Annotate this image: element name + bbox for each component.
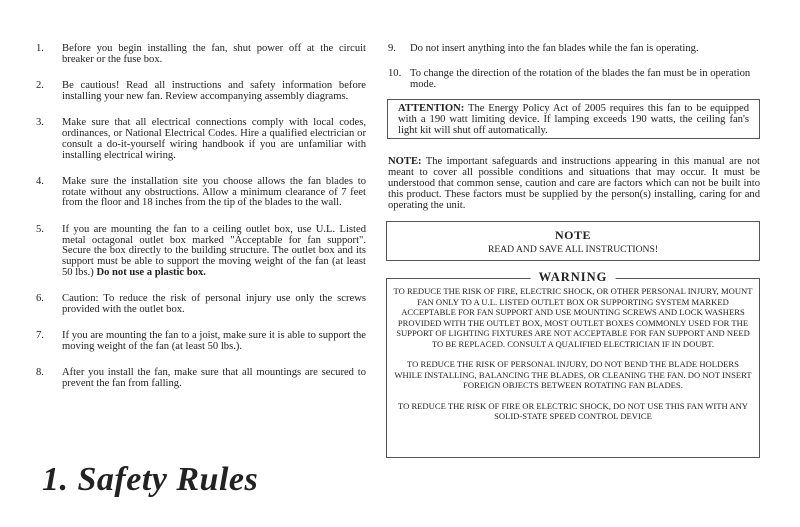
attention-label: ATTENTION: — [398, 103, 465, 114]
warning-paragraph-3: TO REDUCE THE RISK OF FIRE OR ELECTRIC SHOCK, DO NOT USE THIS FAN WITH ANY SOLID-STATE SPEED CONTROL DEVICE — [398, 400, 748, 421]
safety-item-9: 9. Do not insert anything into the fan blades while the fan is operating. — [388, 43, 699, 54]
note-label: NOTE: — [388, 156, 422, 167]
safety-item-3: 3. Make sure that all electrical connections comply with local codes, ordinances, or National Electrical Codes. Hire a qualified electrician or consult a do-it-yourself wiring handbook if you are unfamiliar with installing electrical wiring. — [36, 117, 366, 161]
safety-item-2: 2. Be cautious! Read all instructions and safety information before installing your new fan. Review accompanying assembly diagrams. — [36, 80, 366, 102]
note-paragraph — [388, 156, 760, 211]
attention-text: The Energy Policy Act of 2005 requires this fan to be equipped with a 190 watt limiting device. If lamping exceeds 190 watts, the ceiling fan's light kit will shut off automatically. — [398, 103, 749, 136]
warning-title: WARNING — [531, 270, 616, 285]
item-5-text: If you are mounting the fan to a ceiling outlet box, use U.L. Listed metal octagonal outlet box marked "Acceptable for fan support". Secure the box directly to the building structure. The outlet box and its support must be able to support the moving weight of the fan (at least 50 lbs.) — [62, 223, 366, 278]
item-5-bold: Do not use a plastic box. — [96, 266, 206, 278]
safety-item-10: 10. To change the direction of the rotation of the blades the fan must be in operation mode. — [388, 67, 751, 90]
attention-box — [387, 99, 760, 139]
safety-item-7: 7. If you are mounting the fan to a joist, make sure it is able to support the moving weight of the fan (at least 50 lbs.). — [36, 330, 366, 353]
safety-item-5: 5. If you are mounting the fan to a ceiling outlet box, use U.L. Listed metal octagonal outlet box marked "Acceptable for fan support". Secure the box directly to the building structure. The outlet box and its support must be able to support the moving weight of the fan (at least 50 lbs.) Do not use a plastic box. — [36, 223, 366, 278]
section-title: 1. Safety Rules — [42, 461, 259, 498]
safety-item-1: 1. Before you begin installing the fan, shut power off at the circuit breaker or the fuse box. — [36, 43, 366, 65]
warning-paragraph-1: TO REDUCE THE RISK OF FIRE, ELECTRIC SHOCK, OR OTHER PERSONAL INJURY, MOUNT FAN ONLY TO A U.L. LISTED OUTLET BOX OR SUPPORTING SYSTEM MARKED ACCEPTABLE FOR FAN SUPPORT AND USE MOUNTING SCREWS AND LOCK WASHERS PROVIDED WITH THE OUTLET BOX, MOST OUTLET BOXES COMMONLY USED FOR THE SUPPORT OF LIGHTING FIXTURES ARE NOT ACCEPTABLE FOR FAN SUPPORT AND NEED TO BE REPLACED. CONSULT A QUALIFIED ELECTRICIAN IF IN DOUBT. — [393, 286, 753, 349]
safety-list-right — [388, 44, 760, 90]
safety-item-4: 4. Make sure the installation site you choose allows the fan blades to rotate without any obstructions. Allow a minimum clearance of 7 feet from the floor and 18 inches from the tip of the blades to the wall. — [36, 175, 366, 209]
note-box — [386, 221, 760, 261]
safety-item-6: 6. Caution: To reduce the risk of personal injury use only the screws provided with the outlet box. — [36, 293, 366, 316]
safety-item-8: 8. After you install the fan, make sure that all mountings are secured to prevent the fan from falling. — [36, 367, 366, 390]
safety-list-left — [36, 44, 366, 406]
warning-paragraph-2: TO REDUCE THE RISK OF PERSONAL INJURY, DO NOT BEND THE BLADE HOLDERS WHILE INSTALLING, BALANCING THE BLADES, OR CLEANING THE FAN. DO NOT INSERT FOREIGN OBJECTS BETWEEN ROTATING FAN BLADES. — [394, 359, 752, 390]
note-box-subtitle: READ AND SAVE ALL INSTRUCTIONS! — [487, 244, 659, 255]
note-box-title: NOTE — [554, 228, 591, 242]
note-text: The important safeguards and instructions appearing in this manual are not meant to cover all possible conditions and situations that may occur. It must be understood that common sense, caution and care are factors which can not be built into this product. These factors must be supplied by the person(s) installing, caring for and operating the unit. — [388, 156, 760, 211]
warning-box — [386, 270, 760, 458]
